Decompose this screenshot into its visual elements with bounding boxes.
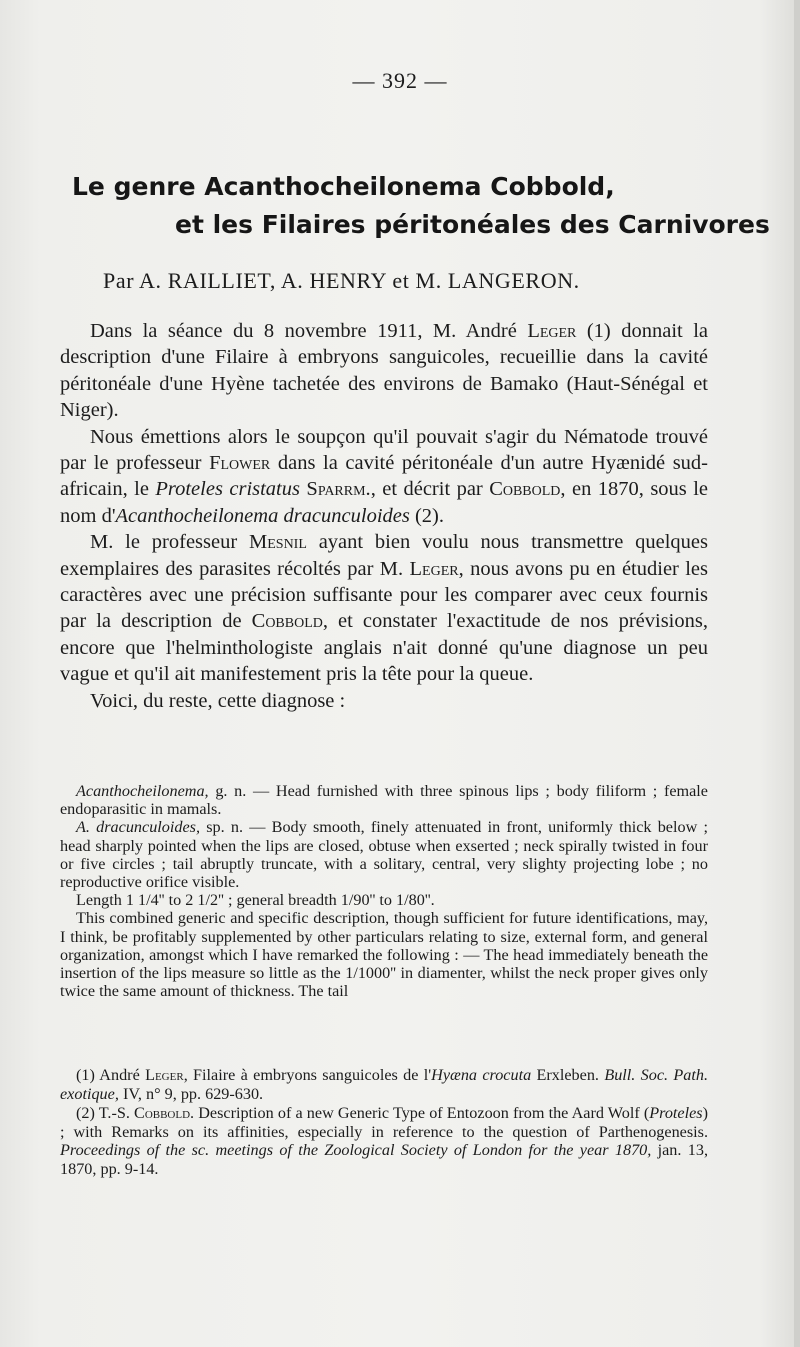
text-run: ayant bien voulu nous transmettre quelques exemplaires des parasites récoltés par M. — [60, 531, 708, 580]
text-run: IV, n° 9, pp. 629-630. — [118, 1084, 264, 1103]
article-title-line-2: et les Filaires péritonéales des Carnivores — [175, 210, 770, 239]
author-name: Cobbold — [134, 1104, 191, 1123]
text-run: M. le professeur — [90, 531, 249, 554]
text-run: Nous émettions alors le soupçon qu'il pouvait s'agir du Nématode trouvé par le professeur — [60, 425, 708, 475]
author-name: Cobbold — [489, 478, 561, 501]
text-run: (2). — [409, 504, 444, 527]
paragraph-4: Voici, du reste, cette diagnose : — [90, 689, 346, 712]
text-run: , en 1870, sous le nom d' — [60, 478, 708, 527]
text-run: , et constater l'exactitude de nos prévisions, encore que l'helminthologiste anglais n'ait donné qu'une diagnose un peu vague et qu'il ait manifestement pris la tête pour la queue. — [60, 610, 708, 686]
text-run: ) ; with Remarks on its affinities, especially in reference to the question of Parthenogenesis. — [60, 1104, 708, 1141]
species-name: A. dracunculoides, — [76, 818, 201, 837]
text-run: , nous avons pu en étudier les caractères avec une précision suffisante pour les comparer avec ceux fournis par la description de — [60, 557, 708, 633]
article-body — [60, 318, 708, 714]
text-run: dans la cavité péritonéale d'un autre Hyænidé sud-africain, le — [60, 452, 708, 501]
species-name: Hyæna crocuta — [431, 1066, 532, 1084]
page-edge-shadow — [794, 0, 800, 1347]
journal-title: Bull. Soc. Path. exotique, — [60, 1066, 709, 1103]
author-name: Leger — [409, 557, 459, 580]
article-title-line-1: Le genre Acanthocheilonema Cobbold, — [72, 172, 615, 201]
paragraph-3 — [60, 529, 708, 687]
footnotes — [60, 1066, 708, 1179]
quote-paragraph-3: Length 1 1/4'' to 2 1/2'' ; general breadth 1/90'' to 1/80''. — [76, 891, 435, 910]
footnote-2 — [60, 1104, 708, 1178]
paragraph-2 — [60, 424, 708, 530]
text-run: jan. 13, 1870, pp. 9-14. — [60, 1141, 708, 1178]
text-run: sp. n. — Body smooth, finely attenuated in front, uniformly thick below ; head sharply pointed when the lips are closed, obtuse when exserted ; neck spirally twisted in four or five circles ; tail abruptly truncate, with a solitary, central, very slighty projecting lobe ; no reproductive orifice visible. — [60, 818, 708, 892]
author-name: Mesnil — [249, 531, 307, 554]
quote-paragraph-4: This combined generic and specific description, though sufficient for future identifications, may, I think, be profitably supplemented by other particulars relating to size, external form, and general organization, amongst which I have remarked the following : — The head immediately beneath the insertion of the lips measure so little as the 1/1000'' in diamenter, whilst the neck proper gives only twice the same amount of thickness. The tail — [60, 909, 708, 1001]
text-run: (1) donnait la description d'une Filaire à embryons sanguicoles, recueillie dans la cavité péritonéale d'une Hyène tachetée des environs de Bamako (Haut-Sénégal et Niger). — [60, 320, 708, 422]
text-run: g. n. — Head furnished with three spinous lips ; body filiform ; female endoparasitic in mamals. — [60, 782, 708, 819]
author-name: Flower — [209, 452, 271, 475]
footnote-1 — [60, 1066, 708, 1103]
author-name: Cobbold — [251, 610, 323, 633]
quote-paragraph-2 — [60, 818, 708, 891]
species-name: Proteles cristatus — [155, 478, 300, 501]
journal-title: Proceedings of the sc. meetings of the Zoological Society of London for the year 1870, — [60, 1141, 652, 1160]
page-number: — 392 — — [352, 68, 448, 93]
species-name: Acanthocheilonema dracunculoides — [115, 504, 410, 527]
author-name: Leger — [527, 320, 577, 342]
text-run: (1) André — [76, 1066, 146, 1084]
text-run: . Description of a new Generic Type of Entozoon from the Aard Wolf ( — [190, 1104, 650, 1123]
genus-name: Acanthocheilonema, — [76, 782, 209, 800]
author-name: Sparrm. — [306, 478, 371, 501]
authors-line: Par A. RAILLIET, A. HENRY et M. LANGERON. — [103, 268, 580, 293]
author-name: Leger — [145, 1066, 184, 1084]
text-run: Erxleben. — [531, 1066, 605, 1084]
text-run: , et décrit par — [370, 478, 490, 501]
paragraph-1 — [60, 318, 708, 424]
text-run: Dans la séance du 8 novembre 1911, M. André — [90, 320, 528, 342]
quote-paragraph-1 — [60, 782, 708, 818]
text-run: , Filaire à embryons sanguicoles de l' — [183, 1066, 432, 1084]
species-name: Proteles — [649, 1104, 703, 1123]
text-run: (2) T.-S. — [76, 1104, 135, 1123]
quoted-diagnosis — [60, 782, 708, 1000]
